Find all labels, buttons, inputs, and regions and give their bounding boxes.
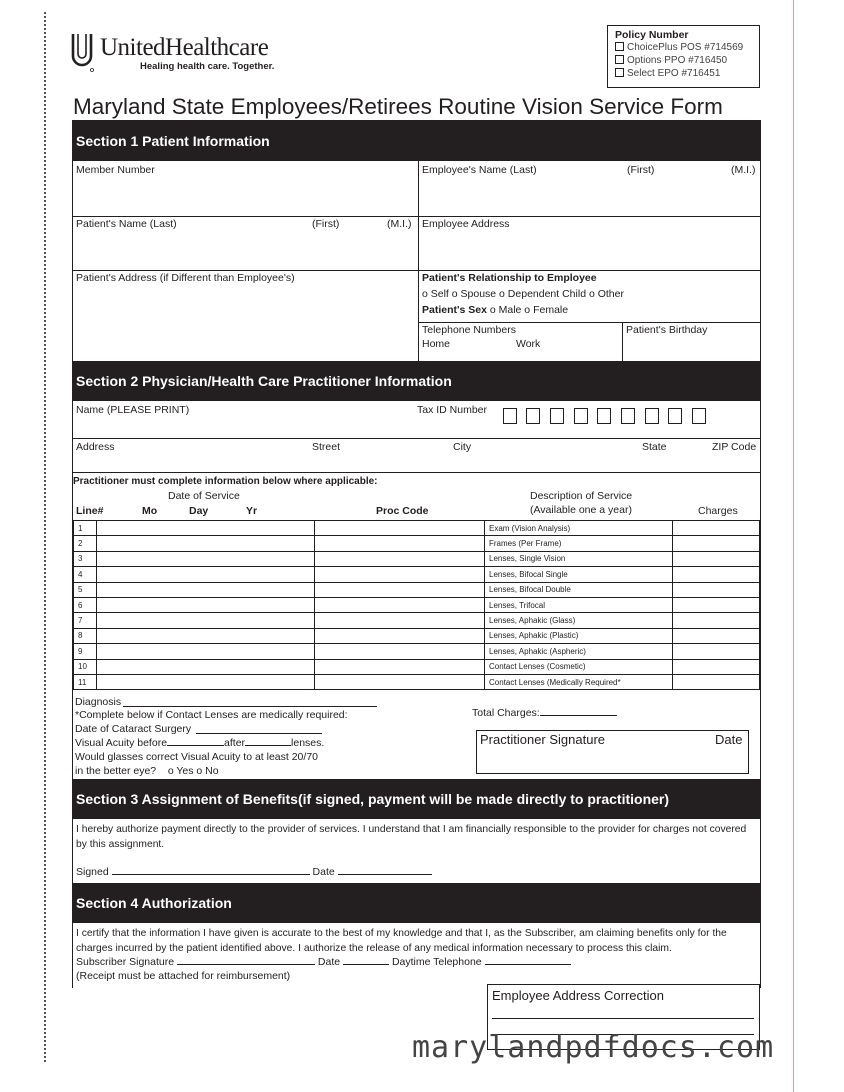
proc-code-cell[interactable] [315,582,485,597]
better-eye-row: in the better eye? o Yes o No [75,765,219,777]
line-cell: 9 [74,644,97,659]
proc-code-cell[interactable] [315,628,485,643]
signed-date-line[interactable] [338,874,432,875]
patient-sex-row [422,304,568,316]
street-label: Street [312,441,341,453]
description-cell: Contact Lenses (Cosmetic) [485,659,673,674]
line-cell: 4 [74,567,97,582]
proc-code-cell[interactable] [315,674,485,689]
line-cell: 7 [74,613,97,628]
charges-cell[interactable] [673,659,760,674]
state-label: State [642,441,667,453]
charges-cell[interactable] [673,628,760,643]
date-cell[interactable] [97,628,315,643]
date-cell[interactable] [97,551,315,566]
practitioner-date-label: Date [715,732,743,747]
practitioner-signature-box[interactable] [476,730,749,774]
checkbox[interactable] [615,68,624,77]
charges-cell[interactable] [673,551,760,566]
employee-first-label: (First) [627,164,655,176]
divider [418,161,419,361]
patient-name-label: Patient's Name (Last) [76,218,177,230]
date-cell[interactable] [97,536,315,551]
zip-label: ZIP Code [712,441,757,453]
date-cell[interactable] [97,521,315,536]
divider [72,216,761,217]
city-label: City [453,441,472,453]
service-table [73,520,760,690]
line-cell: 2 [74,536,97,551]
divider [622,322,623,361]
proc-code-cell[interactable] [315,521,485,536]
brand-name: UnitedHealthcare [100,34,269,61]
diagnosis-line[interactable] [123,706,377,707]
practitioner-name-label: Name (PLEASE PRINT) [76,404,190,416]
proc-code-header: Proc Code [376,505,429,517]
description-cell: Lenses, Single Vision [485,551,673,566]
table-row [74,628,760,643]
daytime-telephone-line[interactable] [485,964,571,965]
yr-header: Yr [246,505,258,517]
subscriber-date-line[interactable] [343,964,389,965]
cataract-date-line[interactable] [196,733,322,734]
policy-option-ppo[interactable]: Options PPO #716450 [615,54,752,67]
divider [418,322,761,323]
birthday-label: Patient's Birthday [626,324,708,336]
description-cell: Lenses, Aphakic (Glass) [485,613,673,628]
line-cell: 5 [74,582,97,597]
date-cell[interactable] [97,644,315,659]
authorization-text: I certify that the information I have given is accurate to the best of my knowledge and that I, as the Subscriber, am claiming benefits only for the charges incurred by the patient identified above. I authorize the release of any medical information necessary to process this claim. [76,928,727,954]
date-cell[interactable] [97,613,315,628]
total-charges-label: Total Charges: [472,707,617,719]
employee-mi-label: (M.I.) [731,164,756,176]
acuity-after-line[interactable] [245,745,291,746]
policy-option-choiceplus[interactable]: ChoicePlus POS #714569 [615,41,752,54]
description-cell: Lenses, Trifocal [485,597,673,612]
section3-header: Section 3 Assignment of Benefits(if signed, payment will be made directly to practitioner) [72,779,760,819]
proc-code-cell[interactable] [315,536,485,551]
charges-cell[interactable] [673,521,760,536]
proc-code-cell[interactable] [315,567,485,582]
receipt-note: (Receipt must be attached for reimbursement) [76,970,291,982]
table-row [74,674,760,689]
line-cell: 8 [74,628,97,643]
relationship-label: Patient's Relationship to Employee [422,272,597,284]
date-cell[interactable] [97,567,315,582]
yes-no-options[interactable]: o Yes o No [167,765,219,777]
telephone-label: Telephone Numbers [422,324,516,336]
subscriber-row: Subscriber Signature Date Daytime Telephone [76,956,571,968]
address-label: Address [76,441,115,453]
employee-name-label: Employee's Name (Last) [422,164,537,176]
checkbox[interactable] [615,55,624,64]
date-cell[interactable] [97,582,315,597]
contacts-note: *Complete below if Contact Lenses are medically required: [75,709,348,721]
brand-tagline: Healing health care. Together. [140,61,275,72]
form-title: Maryland State Employees/Retirees Routine Vision Service Form [73,94,723,119]
table-row [74,597,760,612]
patient-address-label: Patient's Address (if Different than Employee's) [76,272,295,284]
description-cell: Lenses, Bifocal Double [485,582,673,597]
total-charges-line[interactable] [540,715,617,716]
employee-address-label: Employee Address [422,218,510,230]
date-cell[interactable] [97,659,315,674]
charges-cell[interactable] [673,613,760,628]
tax-id-digit-box[interactable] [503,408,517,424]
tax-id-label: Tax ID Number [417,404,488,416]
policy-title: Policy Number [615,29,689,41]
proc-code-cell[interactable] [315,551,485,566]
practitioner-instructions: Practitioner must complete information below where applicable: [73,476,378,487]
day-header: Day [189,505,209,517]
description-cell: Lenses, Aphakic (Plastic) [485,628,673,643]
charges-cell[interactable] [673,567,760,582]
date-cell[interactable] [97,674,315,689]
policy-number-box [607,25,760,88]
proc-code-cell[interactable] [315,613,485,628]
section4-header: Section 4 Authorization [72,883,760,923]
signed-line[interactable] [112,874,310,875]
table-row [74,644,760,659]
date-cell[interactable] [97,597,315,612]
charges-cell[interactable] [673,536,760,551]
patient-mi-label: (M.I.) [387,218,412,230]
checkbox[interactable] [615,42,624,51]
relationship-options[interactable]: o Self o Spouse o Dependent Child o Other [422,288,624,300]
divider [72,472,761,473]
tax-id-digit-box[interactable] [692,408,706,424]
charges-cell[interactable] [673,582,760,597]
policy-option-epo[interactable]: Select EPO #716451 [615,67,752,80]
proc-code-cell[interactable] [315,644,485,659]
cataract-label: Date of Cataract Surgery [75,723,191,735]
sex-options[interactable]: o Male o Female [489,304,569,316]
table-row [74,521,760,536]
line-cell: 10 [74,659,97,674]
tax-id-digit-box[interactable] [597,408,611,424]
subscriber-signature-line[interactable] [177,964,315,965]
logo [70,30,300,78]
proc-code-cell[interactable] [315,597,485,612]
charges-cell[interactable] [673,644,760,659]
description-cell: Exam (Vision Analysis) [485,521,673,536]
tax-id-digit-box[interactable] [645,408,659,424]
line-header: Line# [76,505,104,517]
description-cell: Lenses, Aphakic (Aspheric) [485,644,673,659]
tax-id-digit-box[interactable] [526,408,540,424]
uhc-u-logo-icon [70,32,94,72]
watermark: marylandpdfdocs.com [412,1030,775,1065]
section2-header: Section 2 Physician/Health Care Practitioner Information [72,361,760,401]
charges-cell[interactable] [673,597,760,612]
section1-header: Section 1 Patient Information [72,121,760,161]
line-cell: 6 [74,597,97,612]
charges-header: Charges [698,505,738,517]
available-note: (Available one a year) [530,504,632,516]
divider [72,438,761,439]
diagnosis-label: Diagnosis [75,696,121,708]
table-row [74,659,760,674]
tax-id-digit-box[interactable] [621,408,635,424]
sex-label: Patient's Sex [422,304,487,316]
description-cell: Contact Lenses (Medically Required* [485,674,673,689]
date-of-service-label: Date of Service [168,490,240,502]
acuity-row: Visual Acuity before after lenses. [75,737,325,749]
tax-id-digit-box[interactable] [550,408,564,424]
assignment-text: I hereby authorize payment directly to the provider of services. I understand that I am financially responsible to the provider for charges not covered by this assignment. [76,824,747,850]
table-row [74,567,760,582]
tax-id-digit-box[interactable] [668,408,682,424]
charges-cell[interactable] [673,674,760,689]
member-number-label: Member Number [76,164,155,176]
line-cell: 11 [74,674,97,689]
tax-id-digit-box[interactable] [574,408,588,424]
correct-question: Would glasses correct Visual Acuity to at least 20/70 [75,751,318,763]
description-header: Description of Service [530,490,633,502]
proc-code-cell[interactable] [315,659,485,674]
correction-line[interactable] [492,1018,754,1019]
description-cell: Frames (Per Frame) [485,536,673,551]
patient-first-label: (First) [312,218,340,230]
margin-line [793,0,794,1092]
divider [72,270,761,271]
table-row [74,536,760,551]
work-label: Work [516,338,541,350]
address-correction-label: Employee Address Correction [492,988,664,1003]
line-cell: 1 [74,521,97,536]
signed-row: Signed Date [76,866,432,878]
practitioner-signature-label: Practitioner Signature [480,732,606,747]
mo-header: Mo [142,505,158,517]
table-row [74,551,760,566]
line-cell: 3 [74,551,97,566]
perforation-line [44,12,46,1062]
home-label: Home [422,338,451,350]
table-row [74,582,760,597]
acuity-before-line[interactable] [167,745,224,746]
description-cell: Lenses, Bifocal Single [485,567,673,582]
table-row [74,613,760,628]
